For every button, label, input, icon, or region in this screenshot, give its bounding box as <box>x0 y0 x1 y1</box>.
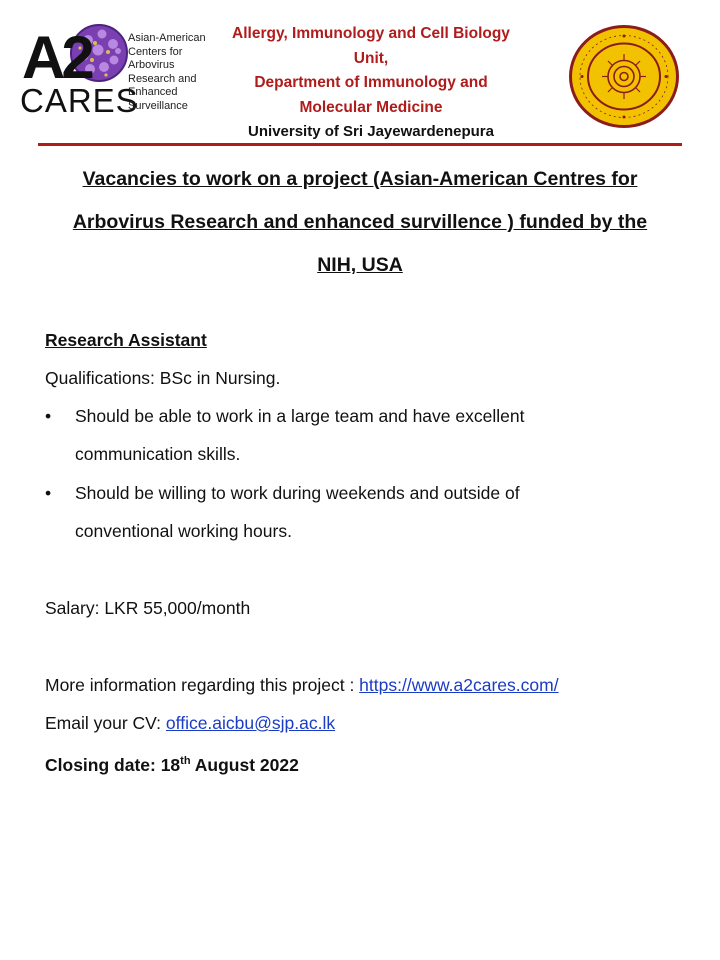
logo-mark: A2 <box>22 24 91 91</box>
email-link[interactable]: office.aicbu@sjp.ac.lk <box>165 713 336 733</box>
university-seal-icon <box>568 24 680 129</box>
bullet-icon: • <box>45 406 52 426</box>
university-name: University of Sri Jayewardenepura <box>248 123 494 140</box>
title-line: Vacancies to work on a project (Asian-American Centres for <box>82 168 638 190</box>
more-info-label: More information regarding this project : <box>45 675 360 695</box>
email-line <box>45 711 335 735</box>
bullet-icon: • <box>45 483 52 503</box>
bullet-text-continued: conventional working hours. <box>75 521 292 541</box>
bullet-text: Should be able to work in a large team and have excellent <box>75 406 525 426</box>
title-line: Arbovirus Research and enhanced survillence ) funded by the <box>72 211 648 233</box>
header-divider <box>38 143 682 146</box>
letterhead <box>0 0 720 150</box>
salary-text: Salary: LKR 55,000/month <box>45 598 251 618</box>
email-label: Email your CV: <box>45 713 166 733</box>
department-line: Department of Immunology and <box>254 74 488 91</box>
logo-tagline: Asian-American Centers for Arbovirus Research and Enhanced Surveillance <box>128 32 206 112</box>
department-line: Molecular Medicine <box>299 98 443 116</box>
bullet-text: Should be willing to work during weekends and outside of <box>75 483 520 503</box>
department-block <box>220 22 522 145</box>
project-website-link[interactable]: https://www.a2cares.com/ <box>359 675 559 695</box>
more-info-line <box>45 673 559 697</box>
position-heading: Research Assistant <box>45 330 207 350</box>
qualifications-text: Qualifications: BSc in Nursing. <box>45 368 281 388</box>
page-title <box>40 158 680 287</box>
logo-word: CARES <box>20 82 139 119</box>
unit-line: Unit, <box>353 49 389 67</box>
a2cares-logo <box>18 22 218 122</box>
closing-date: Closing date: 18th August 2022 <box>45 754 299 775</box>
unit-line: Allergy, Immunology and Cell Biology <box>232 25 510 42</box>
bullet-text-continued: communication skills. <box>75 444 241 464</box>
title-line: NIH, USA <box>317 254 403 276</box>
